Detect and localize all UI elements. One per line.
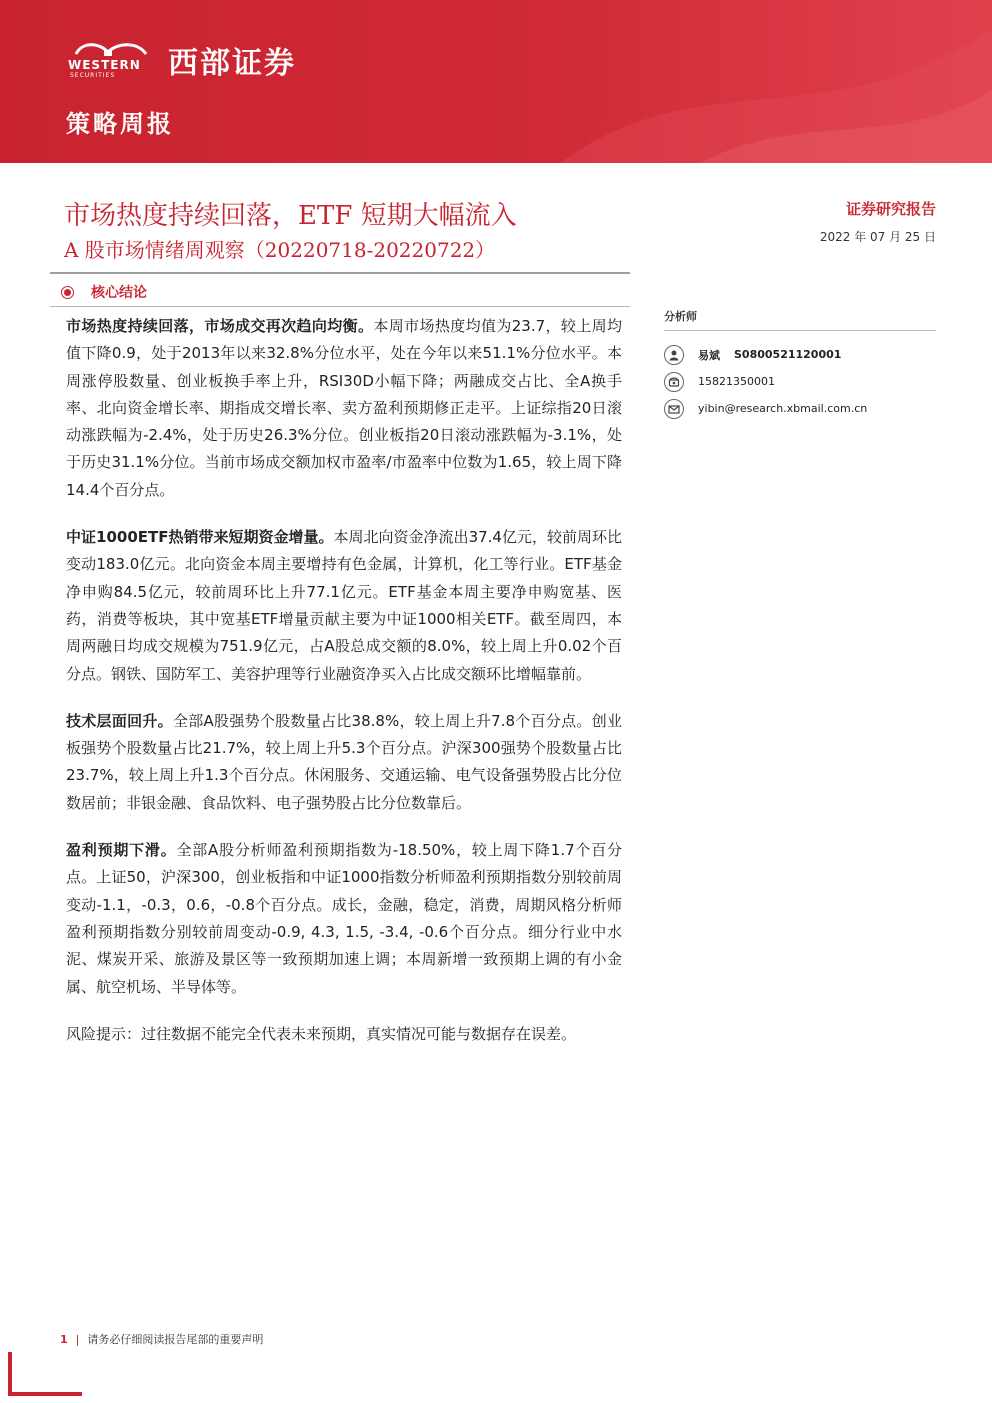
analyst-divider: [664, 330, 936, 331]
company-logo: [68, 38, 296, 82]
report-date: 2022 年 07 月 25 日: [819, 230, 936, 244]
logo-en-sub-text: SECURITIES: [70, 72, 116, 79]
paragraph-lead: 盈利预期下滑。: [66, 841, 177, 860]
paragraph-body: 全部A股强势个股数量占比38.8%，较上周上升7.8个百分点。创业板强势个股数量占比21.7%，较上周上升5.3个百分点。沪深300强势个股数量占比23.7%，较上周上升1.3个百分点。休闲服务、交通运输、电气设备强势股占比分位数居前；非银金融、食品饮料、电子强势股占比分位数靠后。: [66, 711, 622, 812]
analyst-panel: [664, 308, 936, 422]
report-category-label: 证券研究报告: [845, 200, 936, 218]
analyst-phone: 15821350001: [698, 375, 775, 388]
section-title: 核心结论: [91, 285, 147, 301]
analyst-phone-row: [664, 368, 936, 395]
corner-mark-horizontal: [8, 1392, 82, 1396]
paragraph-market-heat: [66, 313, 622, 504]
page-number: 1: [60, 1333, 68, 1346]
logo-cn-text: 西部证券: [168, 46, 296, 81]
footer-separator: |: [75, 1333, 80, 1346]
paragraph-lead: 中证1000ETF热销带来短期资金增量。: [66, 528, 334, 547]
analyst-email[interactable]: yibin@research.xbmail.com.cn: [698, 402, 868, 415]
paragraph-fund-flow: [66, 524, 622, 688]
page-footer: [60, 1331, 263, 1347]
bull-horns-icon: [68, 40, 154, 60]
report-subtitle: A 股市场情绪周观察（20220718-20220722）: [64, 238, 496, 262]
report-type: 策略周报: [66, 109, 174, 138]
person-icon: [664, 345, 684, 365]
section-divider: [50, 306, 630, 307]
paragraph-body: 本周市场热度均值为23.7，较上周均值下降0.9，处于2013年以来32.8%分位水平，处在今年以来51.1%分位水平。本周涨停股数量、创业板换手率上升，RSI30D小幅下降；两融成交占比、全A换手率、北向资金增长率、期指成交增长率、卖方盈利预期修正走平。上证综指20日滚动涨跌幅为-2.4%，处于历史26.3%分位。创业板指20日滚动涨跌幅为-3.1%，处于历史31.1%分位。当前市场成交额加权市盈率/市盈率中位数为1.65，较上周下降14.4个百分点。: [66, 317, 622, 499]
analyst-heading: 分析师: [664, 310, 697, 323]
analyst-cert-number: S0800521120001: [734, 348, 842, 361]
bullet-icon: [64, 289, 71, 296]
logo-mark: [68, 40, 154, 80]
analyst-name-row: [664, 341, 936, 368]
analyst-email-row: [664, 395, 936, 422]
report-title: 市场热度持续回落，ETF 短期大幅流入: [64, 201, 517, 231]
section-heading: [64, 282, 147, 302]
title-divider: [50, 272, 630, 274]
paragraph-earnings: [66, 837, 622, 1001]
analyst-name: 易斌: [698, 348, 720, 362]
header-banner: [0, 0, 992, 163]
phone-icon: [664, 372, 684, 392]
paragraph-technical: [66, 708, 622, 817]
mail-icon: [664, 399, 684, 419]
logo-en-text: WESTERN: [68, 58, 141, 72]
paragraph-body: 本周北向资金净流出37.4亿元，较前周环比变动183.0亿元。北向资金本周主要增持有色金属，计算机，化工等行业。ETF基金净申购84.5亿元，较前周环比上升77.1亿元。ETF基金本周主要净申购宽基、医药，消费等板块，其中宽基ETF增量贡献主要为中证1000相关ETF。截至周四，本周两融日均成交规模为751.9亿元，占A股总成交额的8.0%，较上周上升0.02个百分点。钢铁、国防军工、美容护理等行业融资净买入占比成交额环比增幅靠前。: [66, 528, 622, 683]
paragraph-body: 全部A股分析师盈利预期指数为-18.50%，较上周下降1.7个百分点。上证50，沪深300，创业板指和中证1000指数分析师盈利预期指数分别较前周变动-1.1，-0.3，0.6，-0.8个百分点。成长，金融，稳定，消费，周期风格分析师盈利预期指数分别较前周变动-0.9, 4.3, 1.5, -3.4, -0.6个百分点。细分行业中水泥、煤炭开采、旅游及景区等一致预期加速上调；本周新增一致预期上调的有小金属、航空机场、半导体等。: [66, 841, 622, 996]
paragraph-lead: 技术层面回升。: [66, 711, 173, 730]
main-text-column: [66, 313, 622, 1068]
paragraph-body: 风险提示：过往数据不能完全代表未来预期，真实情况可能与数据存在误差。: [66, 1024, 577, 1043]
footer-notice: 请务必仔细阅读报告尾部的重要声明: [87, 1333, 264, 1346]
corner-mark-vertical: [8, 1352, 12, 1396]
paragraph-risk: [66, 1021, 622, 1048]
paragraph-lead: 市场热度持续回落，市场成交再次趋向均衡。: [66, 317, 374, 335]
